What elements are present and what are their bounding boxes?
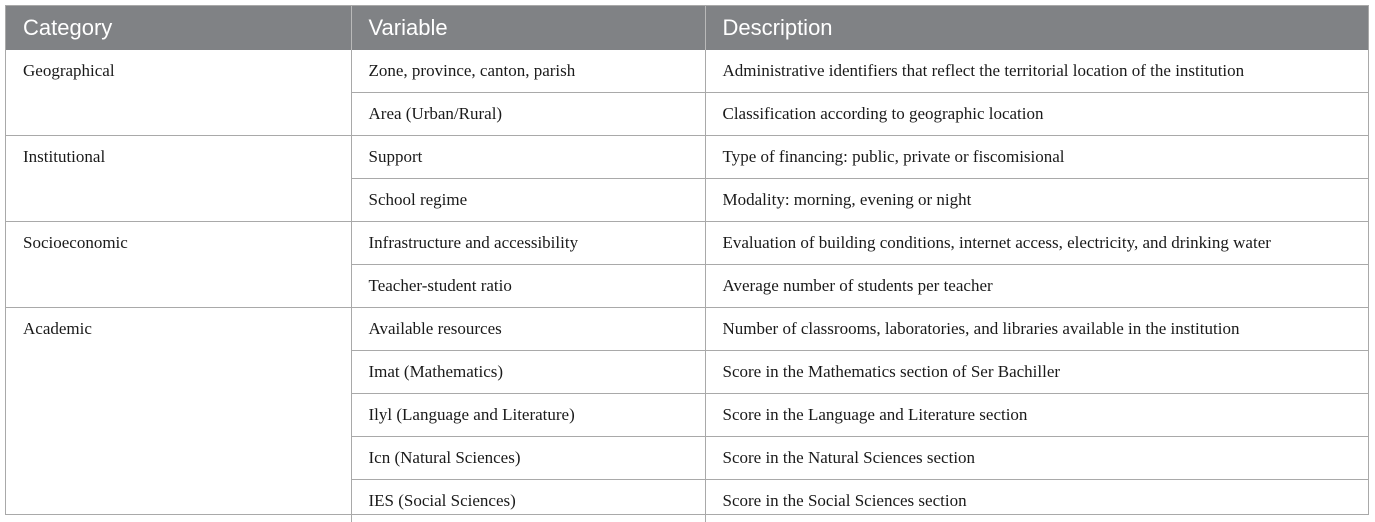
description-cell: Average number of students per teacher (705, 265, 1368, 308)
header-category: Category (6, 6, 351, 50)
description-cell: Score in the Language and Literature section (705, 394, 1368, 437)
category-cell: Academic (6, 308, 351, 522)
table-row (6, 50, 1368, 93)
category-cell: Geographical (6, 50, 351, 136)
description-cell: Score in the Mathematics section of Ser Bachiller (705, 351, 1368, 394)
variable-cell: Imat (Mathematics) (351, 351, 705, 394)
variable-cell: Available resources (351, 308, 705, 351)
header-description: Description (705, 6, 1368, 50)
variable-cell: Icn (Natural Sciences) (351, 437, 705, 480)
variable-cell: School regime (351, 179, 705, 222)
variable-cell: IES (Social Sciences) (351, 480, 705, 522)
description-cell: Number of classrooms, laboratories, and libraries available in the institution (705, 308, 1368, 351)
category-cell: Socioeconomic (6, 222, 351, 308)
description-cell: Evaluation of building conditions, internet access, electricity, and drinking water (705, 222, 1368, 265)
variable-cell: Ilyl (Language and Literature) (351, 394, 705, 437)
variables-table-container (5, 5, 1369, 515)
description-cell: Score in the Social Sciences section (705, 480, 1368, 522)
description-cell: Type of financing: public, private or fiscomisional (705, 136, 1368, 179)
description-cell: Score in the Natural Sciences section (705, 437, 1368, 480)
description-cell: Administrative identifiers that reflect the territorial location of the institution (705, 50, 1368, 93)
table-row (6, 136, 1368, 179)
variable-cell: Area (Urban/Rural) (351, 93, 705, 136)
header-variable: Variable (351, 6, 705, 50)
variable-cell: Support (351, 136, 705, 179)
description-cell: Modality: morning, evening or night (705, 179, 1368, 222)
variable-cell: Zone, province, canton, parish (351, 50, 705, 93)
variables-table (6, 6, 1368, 522)
description-cell: Classification according to geographic location (705, 93, 1368, 136)
table-header-row (6, 6, 1368, 50)
table-row (6, 308, 1368, 351)
variable-cell: Teacher-student ratio (351, 265, 705, 308)
variable-cell: Infrastructure and accessibility (351, 222, 705, 265)
table-row (6, 222, 1368, 265)
category-cell: Institutional (6, 136, 351, 222)
